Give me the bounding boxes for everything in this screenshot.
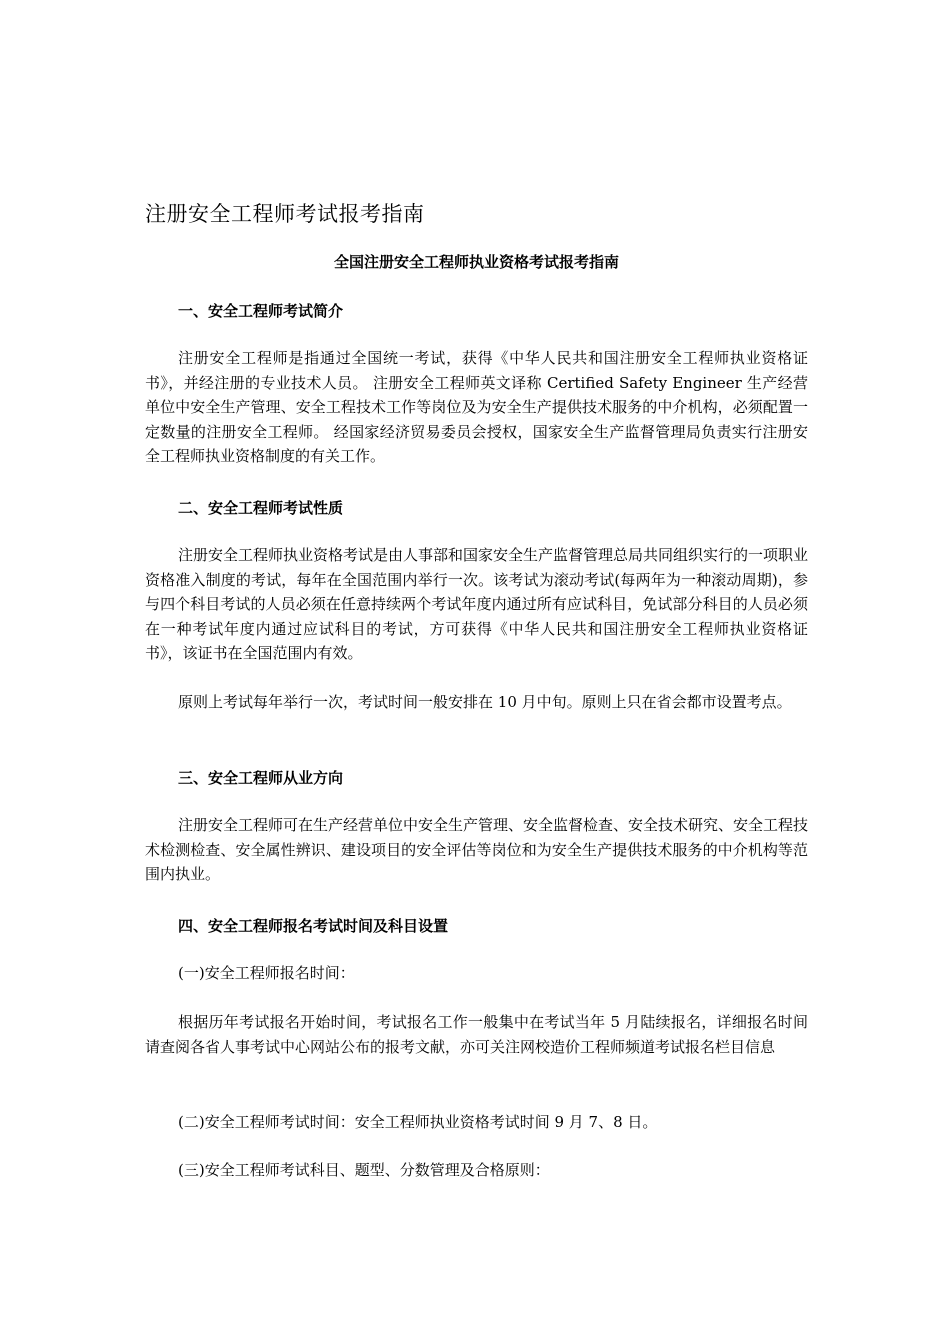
section-heading-intro: 一、安全工程师考试简介 — [178, 302, 344, 320]
section-heading-nature: 二、安全工程师考试性质 — [178, 499, 344, 517]
document-title: 注册安全工程师考试报考指南 — [145, 202, 425, 226]
paragraph-registration-time-heading: (一)安全工程师报名时间： — [178, 964, 355, 982]
paragraph-exam-subjects-heading: (三)安全工程师考试科目、题型、分数管理及合格原则： — [178, 1161, 550, 1179]
document-subtitle: 全国注册安全工程师执业资格考试报考指南 — [333, 253, 619, 271]
document-page — [145, 0, 808, 1344]
section-heading-career: 三、安全工程师从业方向 — [178, 769, 344, 787]
paragraph-career: 注册安全工程师可在生产经营单位中安全生产管理、安全监督检查、安全技术研究、安全工程技术检测检查、安全属性辨识、建设项目的安全评估等岗位和为安全生产提供技术服务的中介机构等范围内执业。 — [145, 816, 809, 883]
paragraph-registration-time: 根据历年考试报名开始时间，考试报名工作一般集中在考试当年 5 月陆续报名，详细报名时间请查阅各省人事考试中心网站公布的报考文献，亦可关注网校造价工程师频道考试报名栏目信息 — [145, 1013, 808, 1056]
paragraph-exam-time: (二)安全工程师考试时间：安全工程师执业资格考试时间 9 月 7、8 日。 — [178, 1113, 658, 1131]
paragraph-nature: 注册安全工程师执业资格考试是由人事部和国家安全生产监督管理总局共同组织实行的一项职业资格准入制度的考试，每年在全国范围内举行一次。该考试为滚动考试(每两年为一种滚动周期)，参与四个科目考试的人员必须在任意持续两个考试年度内通过所有应试科目，免试部分科目的人员必须在一种考试年度内通过应试科目的考试，方可获得《中华人民共和国注册安全工程师执业资格证书》，该证书在全国范围内有效。 — [145, 546, 809, 662]
paragraph-exam-schedule: 原则上考试每年举行一次，考试时间一般安排在 10 月中旬。原则上只在省会都市设置考点。 — [178, 693, 792, 711]
paragraph-intro: 注册安全工程师是指通过全国统一考试，获得《中华人民共和国注册安全工程师执业资格证书》，并经注册的专业技术人员。 注册安全工程师英文译称 Certified Safety Engineer 生产经营单位中安全生产管理、安全工程技术工作等岗位及为安全生产提供技术服务的中介机构，必须配置一定数量的注册安全工程师。 经国家经济贸易委员会授权，国家安全生产监督管理局负责实行注册安全工程师执业资格制度的有关工作。 — [145, 349, 808, 465]
section-heading-registration: 四、安全工程师报名考试时间及科目设置 — [178, 917, 449, 935]
